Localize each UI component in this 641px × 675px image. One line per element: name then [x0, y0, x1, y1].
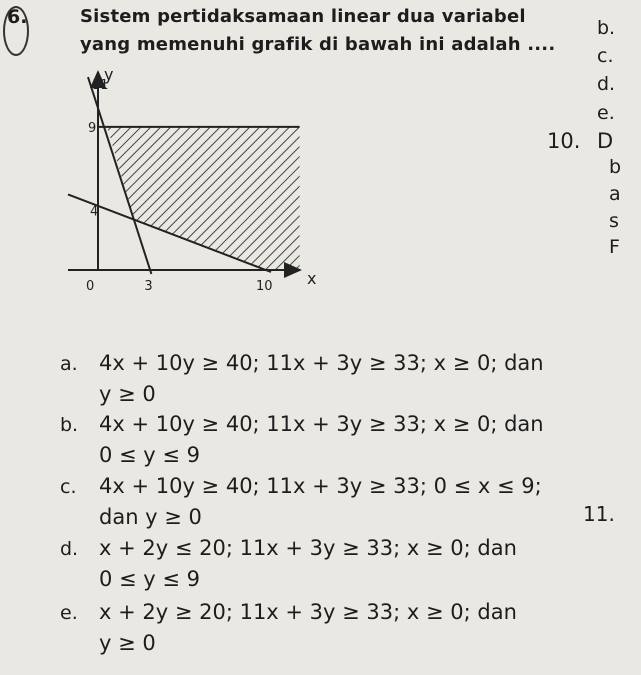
- fragment-1: b: [609, 156, 622, 178]
- option-inequality-line-2: 0 ≤ y ≤ 9: [99, 443, 201, 467]
- right-option-b: b.: [597, 17, 616, 39]
- option-inequality-line-2: dan y ≥ 0: [99, 505, 202, 529]
- option-inequality-line-1: x + 2y ≥ 20; 11x + 3y ≥ 33; x ≥ 0; dan: [99, 600, 517, 624]
- x-tick-10: 10: [256, 279, 273, 294]
- option-letter[interactable]: c.: [60, 476, 77, 498]
- question-10-fragment: D: [597, 129, 614, 153]
- x-tick-3: 3: [144, 279, 153, 294]
- right-option-e: e.: [597, 102, 615, 124]
- option-inequality-line-1: 4x + 10y ≥ 40; 11x + 3y ≥ 33; 0 ≤ x ≤ 9;: [99, 474, 542, 498]
- option-inequality-line-2: 0 ≤ y ≤ 9: [99, 567, 201, 591]
- option-letter[interactable]: a.: [60, 353, 78, 375]
- question-line-1: Sistem pertidaksamaan linear dua variabel: [80, 6, 526, 27]
- y-tick-4: 4: [90, 204, 99, 220]
- shaded-feasible-region: [98, 127, 300, 270]
- option-inequality-line-1: 4x + 10y ≥ 40; 11x + 3y ≥ 33; x ≥ 0; dan: [99, 412, 544, 436]
- right-option-d: d.: [597, 73, 616, 95]
- right-option-c: c.: [597, 45, 614, 67]
- question-line-2: yang memenuhi grafik di bawah ini adalah ....: [80, 34, 556, 55]
- y-tick-11: 11: [92, 78, 109, 94]
- question-10-number: 10.: [547, 129, 581, 153]
- fragment-2: a: [609, 183, 621, 205]
- option-inequality-line-2: y ≥ 0: [99, 631, 156, 655]
- option-letter[interactable]: d.: [60, 538, 79, 560]
- question-11-number: 11.: [583, 502, 615, 526]
- option-inequality-line-2: y ≥ 0: [99, 382, 156, 406]
- question-number: 6.: [7, 6, 28, 28]
- option-letter[interactable]: b.: [60, 414, 79, 436]
- fragment-3: s: [609, 210, 619, 232]
- option-letter[interactable]: e.: [60, 602, 78, 624]
- option-inequality-line-1: 4x + 10y ≥ 40; 11x + 3y ≥ 33; x ≥ 0; dan: [99, 351, 544, 375]
- x-tick-0: 0: [86, 279, 95, 294]
- y-axis-label: y: [104, 65, 114, 84]
- x-axis-label: x: [307, 269, 317, 288]
- fragment-4: F: [609, 236, 620, 258]
- y-tick-9: 9: [88, 120, 97, 136]
- option-inequality-line-1: x + 2y ≤ 20; 11x + 3y ≥ 33; x ≥ 0; dan: [99, 536, 517, 560]
